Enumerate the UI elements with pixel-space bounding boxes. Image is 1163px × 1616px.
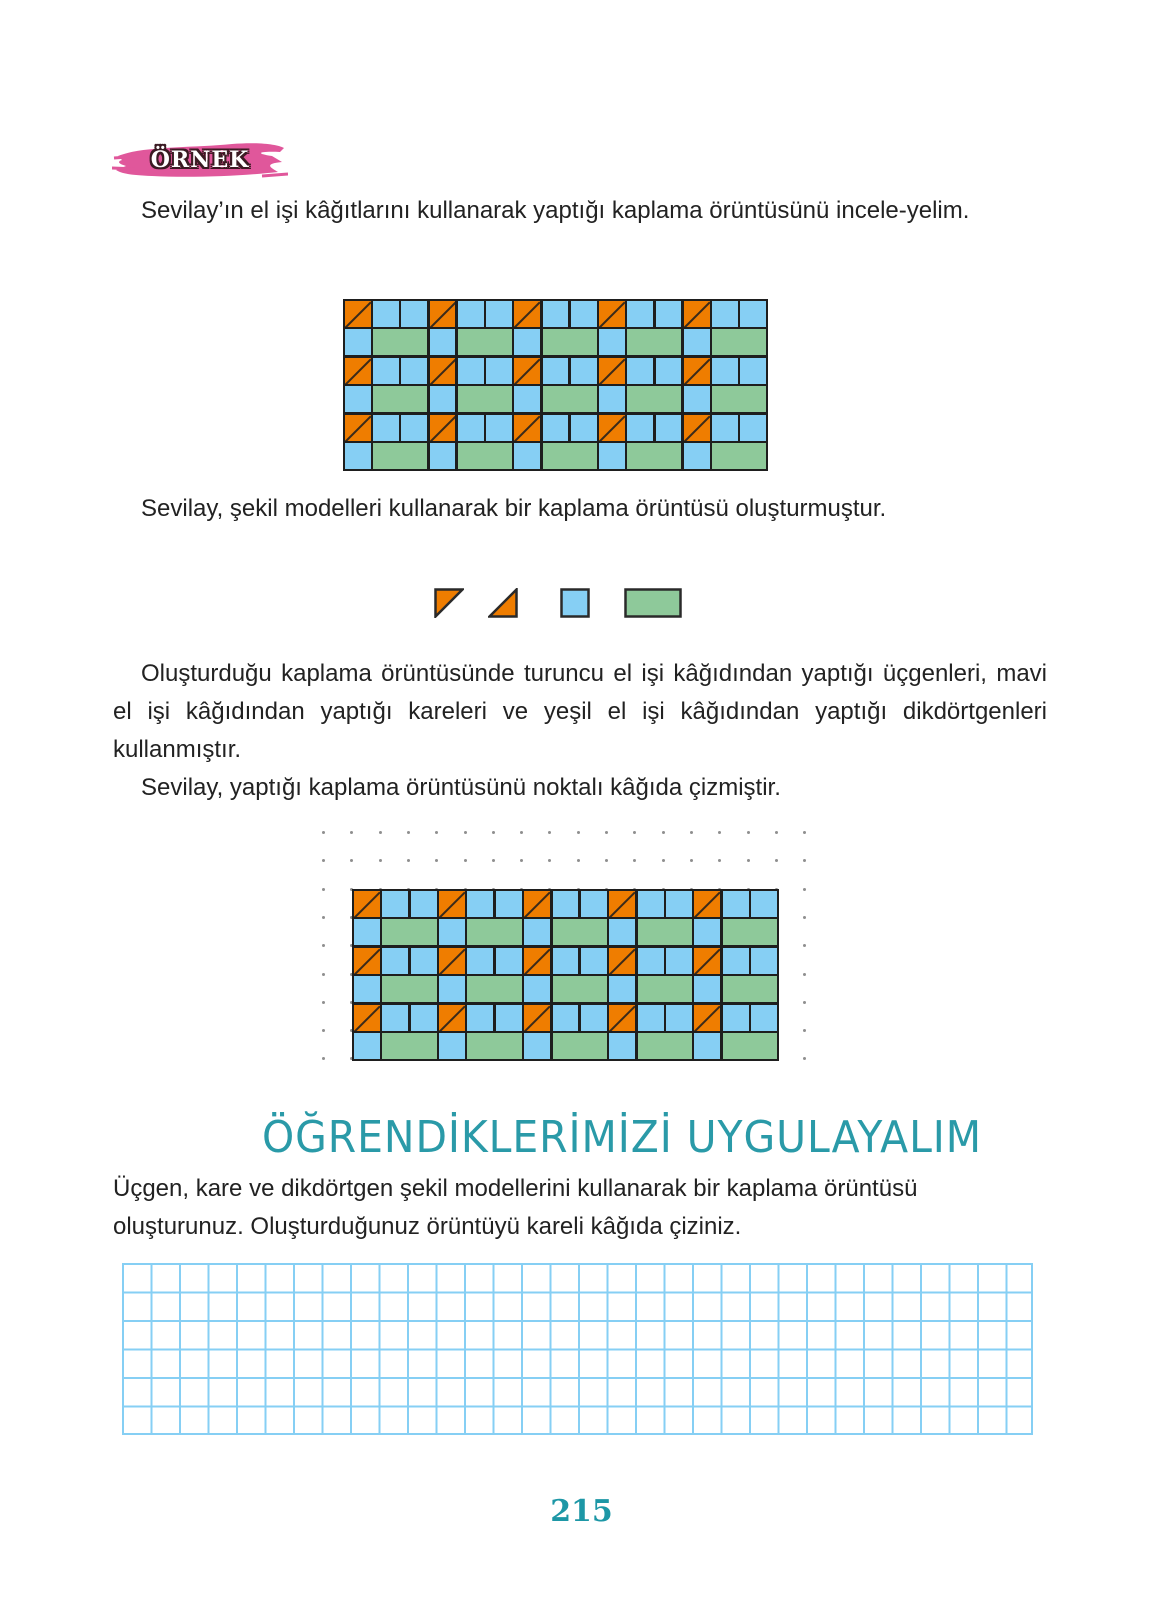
green-rectangle-tile — [543, 329, 597, 355]
blue-square-tile — [609, 976, 635, 1002]
exercise-paragraph — [113, 1170, 1047, 1246]
grid-dot — [803, 831, 806, 834]
blue-square-tile — [599, 443, 625, 469]
blue-square-tile — [411, 1005, 437, 1031]
grid-dot — [690, 859, 693, 862]
blue-square-tile — [723, 891, 749, 917]
blue-square-tile — [411, 891, 437, 917]
blue-square-tile — [599, 386, 625, 412]
grid-dot — [407, 859, 410, 862]
blue-square-tile — [581, 891, 607, 917]
green-rectangle-tile — [458, 443, 512, 469]
blue-square-tile — [684, 386, 710, 412]
orange-triangle-tile — [599, 301, 625, 327]
blue-square-tile — [712, 301, 738, 327]
blue-square-tile — [581, 1005, 607, 1031]
orange-triangle-tile — [514, 301, 540, 327]
page-number: 215 — [550, 1494, 613, 1529]
orange-triangle-tile — [684, 358, 710, 384]
green-rectangle-icon — [624, 588, 682, 618]
green-rectangle-tile — [553, 1033, 607, 1059]
green-rectangle-tile — [458, 386, 512, 412]
green-rectangle-tile — [723, 976, 777, 1002]
orange-triangle-tile — [524, 891, 550, 917]
blue-square-tile — [694, 976, 720, 1002]
orange-triangle-tile — [694, 948, 720, 974]
blue-square-tile — [373, 415, 399, 441]
section-heading: ÖĞRENDİKLERİMİZİ UYGULAYALIM — [262, 1112, 983, 1163]
blue-square-tile — [345, 386, 371, 412]
green-rectangle-tile — [382, 1033, 436, 1059]
grid-dot — [690, 831, 693, 834]
blue-square-tile — [684, 329, 710, 355]
dotted-paper-text: Sevilay, yaptığı kaplama örüntüsünü noktalı kâğıda çizmiştir. — [141, 774, 781, 801]
orange-triangle-tile — [684, 415, 710, 441]
orange-triangle-tile — [439, 948, 465, 974]
orange-triangle-tile — [694, 891, 720, 917]
blue-square-tile — [740, 415, 766, 441]
orange-triangle-tile — [354, 1005, 380, 1031]
blue-square-tile — [656, 415, 682, 441]
explanation-paragraph — [113, 655, 1047, 807]
grid-dot — [605, 859, 608, 862]
orange-triangle-tile — [430, 358, 456, 384]
blue-square-tile — [411, 948, 437, 974]
grid-dot — [718, 831, 721, 834]
green-rectangle-tile — [712, 443, 766, 469]
orange-triangle-tile — [684, 301, 710, 327]
intro-paragraph — [113, 192, 1047, 230]
blue-square-tile — [524, 919, 550, 945]
green-rectangle-tile — [373, 329, 427, 355]
orange-triangle-tile — [345, 415, 371, 441]
green-rectangle-tile — [467, 1033, 521, 1059]
green-rectangle-tile — [467, 976, 521, 1002]
grid-dot — [350, 831, 353, 834]
grid-dot — [322, 888, 325, 891]
orange-triangle-tile — [609, 891, 635, 917]
blue-square-tile — [609, 919, 635, 945]
tiling-pattern-on-dotted-paper — [352, 889, 779, 1061]
blue-square-tile — [656, 301, 682, 327]
green-rectangle-tile — [543, 386, 597, 412]
grid-dot — [379, 831, 382, 834]
blue-square-tile — [467, 1005, 493, 1031]
blue-square-tile — [751, 891, 777, 917]
grid-dot — [803, 1029, 806, 1032]
orange-triangle-tile — [514, 415, 540, 441]
blue-square-tile — [345, 443, 371, 469]
grid-dot — [379, 859, 382, 862]
green-rectangle-tile — [458, 329, 512, 355]
blue-square-tile — [543, 358, 569, 384]
blue-square-tile — [458, 415, 484, 441]
green-rectangle-tile — [638, 976, 692, 1002]
grid-dot — [322, 859, 325, 862]
blue-square-tile — [543, 415, 569, 441]
grid-dot — [492, 859, 495, 862]
grid-dot — [803, 1057, 806, 1060]
grid-dot — [322, 973, 325, 976]
orange-triangle-tile — [354, 891, 380, 917]
blue-square-tile — [609, 1033, 635, 1059]
green-rectangle-tile — [627, 386, 681, 412]
blue-square-tile — [373, 358, 399, 384]
grid-dot — [322, 1057, 325, 1060]
blue-square-tile — [430, 386, 456, 412]
grid-dot — [435, 831, 438, 834]
blue-square-tile — [553, 891, 579, 917]
blue-square-tile — [571, 358, 597, 384]
green-rectangle-tile — [723, 919, 777, 945]
blue-square-tile — [514, 443, 540, 469]
blue-square-tile — [627, 301, 653, 327]
explanation-text: Oluşturduğu kaplama örüntüsünde turuncu el işi kâğıdından yaptığı üçgenleri, mavi el işi kâğıdından yaptığı kareleri ve yeşil el işi kâğıdından yaptığı dikdörtgenleri kullanmıştır. — [113, 660, 1047, 763]
blue-square-tile — [553, 948, 579, 974]
blue-square-tile — [627, 358, 653, 384]
blue-square-tile — [430, 443, 456, 469]
blue-square-tile — [514, 329, 540, 355]
blue-square-tile — [571, 415, 597, 441]
blue-square-tile — [684, 443, 710, 469]
blue-square-tile — [354, 919, 380, 945]
green-rectangle-tile — [712, 329, 766, 355]
grid-dot — [633, 831, 636, 834]
orange-triangle-tile — [430, 301, 456, 327]
sentence-models — [113, 490, 1047, 528]
blue-square-tile — [581, 948, 607, 974]
blue-square-tile — [467, 948, 493, 974]
grid-dot — [492, 831, 495, 834]
shape-legend — [434, 588, 694, 620]
green-rectangle-tile — [723, 1033, 777, 1059]
orange-triangle-tile — [524, 948, 550, 974]
orange-triangle-tile — [345, 358, 371, 384]
grid-dot — [577, 859, 580, 862]
grid-dot — [435, 859, 438, 862]
grid-dot — [662, 859, 665, 862]
green-rectangle-tile — [712, 386, 766, 412]
blue-square-tile — [486, 415, 512, 441]
orange-triangle-tile — [439, 891, 465, 917]
grid-dot — [322, 944, 325, 947]
grid-dot — [775, 831, 778, 834]
blue-square-tile — [486, 301, 512, 327]
blue-square-tile — [543, 301, 569, 327]
grid-dot — [577, 831, 580, 834]
green-rectangle-tile — [373, 386, 427, 412]
grid-dot — [322, 1029, 325, 1032]
blue-square-tile — [751, 1005, 777, 1031]
orange-triangle-tile — [599, 415, 625, 441]
green-rectangle-tile — [627, 443, 681, 469]
grid-dot — [548, 831, 551, 834]
grid-dot — [803, 944, 806, 947]
blue-square-tile — [401, 301, 427, 327]
sentence-models-text: Sevilay, şekil modelleri kullanarak bir kaplama örüntüsü oluşturmuştur. — [141, 495, 887, 522]
blue-square-tile — [430, 329, 456, 355]
grid-dot — [322, 1001, 325, 1004]
exercise-text: Üçgen, kare ve dikdörtgen şekil modellerini kullanarak bir kaplama örüntüsü oluşturunuz. Oluşturduğunuz örüntüyü kareli kâğıda çiziniz. — [113, 1175, 918, 1240]
green-rectangle-tile — [373, 443, 427, 469]
orange-triangle-tile — [430, 415, 456, 441]
blue-square-tile — [467, 891, 493, 917]
ornek-label: ÖRNEK — [150, 147, 250, 173]
blue-square-tile — [638, 891, 664, 917]
orange-triangle-tile — [609, 1005, 635, 1031]
blue-square-tile — [740, 358, 766, 384]
green-rectangle-tile — [627, 329, 681, 355]
green-rectangle-tile — [382, 976, 436, 1002]
grid-dot — [605, 831, 608, 834]
orange-triangle-tile — [609, 948, 635, 974]
blue-square-tile — [571, 301, 597, 327]
blue-square-tile — [666, 948, 692, 974]
blue-square-tile — [666, 1005, 692, 1031]
green-rectangle-tile — [382, 919, 436, 945]
grid-dot — [350, 859, 353, 862]
blue-square-tile — [751, 948, 777, 974]
grid-dot — [322, 916, 325, 919]
blue-square-tile — [553, 1005, 579, 1031]
grid-dot — [803, 888, 806, 891]
orange-triangle-tile — [694, 1005, 720, 1031]
orange-triangle-tile — [354, 948, 380, 974]
grid-dot — [747, 831, 750, 834]
grid-dot — [803, 973, 806, 976]
blue-square-tile — [382, 1005, 408, 1031]
blue-square-tile — [524, 1033, 550, 1059]
blue-square-tile — [401, 415, 427, 441]
blue-square-tile — [496, 891, 522, 917]
grid-dot — [803, 1001, 806, 1004]
grid-dot — [803, 859, 806, 862]
blue-square-tile — [694, 919, 720, 945]
grid-dot — [548, 859, 551, 862]
blue-square-tile — [638, 948, 664, 974]
green-rectangle-tile — [638, 1033, 692, 1059]
blue-square-tile — [496, 1005, 522, 1031]
green-rectangle-tile — [553, 919, 607, 945]
grid-dot — [464, 831, 467, 834]
blue-square-tile — [354, 1033, 380, 1059]
orange-triangle-icon — [434, 588, 464, 618]
blue-square-tile — [458, 358, 484, 384]
orange-triangle-flipped-icon — [488, 588, 518, 618]
blue-square-tile — [496, 948, 522, 974]
blue-square-tile — [638, 1005, 664, 1031]
blue-square-tile — [599, 329, 625, 355]
blue-square-tile — [723, 948, 749, 974]
blue-square-tile — [712, 415, 738, 441]
grid-dot — [520, 859, 523, 862]
green-rectangle-tile — [543, 443, 597, 469]
grid-dot — [775, 859, 778, 862]
blue-square-tile — [345, 329, 371, 355]
blue-square-tile — [439, 919, 465, 945]
blue-square-tile — [382, 948, 408, 974]
blue-square-tile — [656, 358, 682, 384]
blue-square-tile — [627, 415, 653, 441]
blue-square-tile — [694, 1033, 720, 1059]
grid-dot — [322, 831, 325, 834]
orange-triangle-tile — [439, 1005, 465, 1031]
grid-dot — [464, 859, 467, 862]
orange-triangle-tile — [524, 1005, 550, 1031]
grid-dot — [747, 859, 750, 862]
green-rectangle-tile — [553, 976, 607, 1002]
grid-dot — [407, 831, 410, 834]
orange-triangle-tile — [599, 358, 625, 384]
grid-dot — [520, 831, 523, 834]
blue-square-icon — [560, 588, 590, 618]
blue-square-tile — [439, 976, 465, 1002]
tiling-pattern — [343, 299, 768, 471]
green-rectangle-tile — [638, 919, 692, 945]
square-grid-paper[interactable] — [122, 1263, 1033, 1435]
blue-square-tile — [514, 386, 540, 412]
grid-dot — [633, 859, 636, 862]
green-rectangle-tile — [467, 919, 521, 945]
blue-square-tile — [666, 891, 692, 917]
blue-square-tile — [458, 301, 484, 327]
grid-dot — [662, 831, 665, 834]
blue-square-tile — [354, 976, 380, 1002]
blue-square-tile — [486, 358, 512, 384]
blue-square-tile — [723, 1005, 749, 1031]
grid-dot — [718, 859, 721, 862]
blue-square-tile — [373, 301, 399, 327]
grid-dot — [803, 916, 806, 919]
blue-square-tile — [740, 301, 766, 327]
blue-square-tile — [712, 358, 738, 384]
blue-square-tile — [382, 891, 408, 917]
orange-triangle-tile — [514, 358, 540, 384]
blue-square-tile — [401, 358, 427, 384]
blue-square-tile — [524, 976, 550, 1002]
blue-square-tile — [439, 1033, 465, 1059]
orange-triangle-tile — [345, 301, 371, 327]
ornek-badge — [112, 136, 288, 184]
intro-text: Sevilay’ın el işi kâğıtlarını kullanarak yaptığı kaplama örüntüsünü incele-yelim. — [141, 197, 970, 224]
